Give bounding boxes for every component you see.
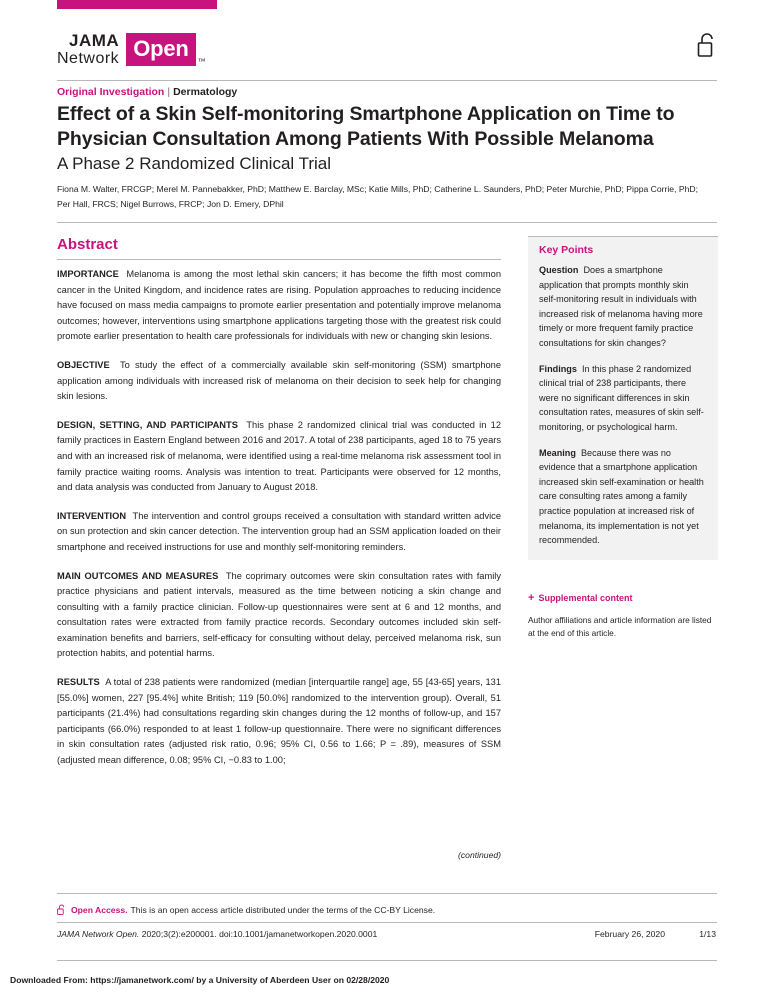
logo-open-badge: Open	[126, 33, 195, 66]
key-point-item	[539, 362, 707, 435]
abstract-section-label: IMPORTANCE	[57, 269, 119, 279]
jama-network-open-logo[interactable]	[57, 26, 717, 72]
divider-footer-top	[57, 893, 717, 894]
abstract-section	[57, 569, 501, 663]
open-lock-icon	[697, 32, 717, 63]
key-point-label: Findings	[539, 363, 577, 374]
logo-trademark: ™	[197, 57, 206, 66]
article-category-label: Original Investigation	[57, 86, 165, 98]
abstract-section	[57, 267, 501, 345]
download-source-note: Downloaded From: https://jamanetwork.com/ by a University of Aberdeen User on 02/28/2020	[10, 975, 390, 985]
key-points-title: Key Points	[539, 244, 594, 256]
key-point-text: Does a smartphone application that prompts monthly skin self-monitoring result in individuals with increased risk of melanoma having more timely or more frequent family practice consultations for skin changes?	[539, 265, 703, 348]
key-point-item	[539, 263, 707, 351]
divider-download-note	[57, 960, 717, 961]
abstract-body	[57, 267, 501, 782]
abstract-section-label: INTERVENTION	[57, 510, 127, 521]
plus-icon: +	[528, 592, 535, 604]
abstract-section-text: A total of 238 patients were randomized (median [interquartile range] age, 55 [43-65] years, 131 [55.0%] women, 227 [95.4%] white British; 119 [50.0%] randomized to the intervention group). Overall, 51 participants (21.4%) had consultations regarding skin changes during the 12 months of follow-up, and 157 participants (66.0%) responded to at least 1 follow-up questionnaire. There were no significant differences in skin consultation rates (adjusted risk ratio, 0.96; 95% CI, 0.56 to 1.66; P = .89), measures of SSM (adjusted mean difference, 0.08; 95% CI, −0.83 to 1.00;	[57, 677, 502, 766]
publication-date: February 26, 2020	[594, 929, 665, 939]
abstract-section	[57, 358, 501, 405]
citation-line	[57, 929, 377, 939]
key-point-label: Meaning	[539, 447, 576, 458]
open-access-text: This is an open access article distributed under the terms of the CC-BY License.	[130, 904, 436, 915]
abstract-section-label: MAIN OUTCOMES AND MEASURES	[57, 570, 219, 581]
divider-authors	[57, 222, 717, 223]
key-point-text: In this phase 2 randomized clinical trial of 238 participants, there were no significant differences in skin consultation rates, measures of skin self-monitoring, or psychological harm.	[539, 363, 704, 432]
divider-abstract	[57, 259, 501, 260]
continued-note: (continued)	[458, 850, 501, 860]
article-category	[57, 86, 237, 98]
key-point-label: Question	[539, 265, 579, 275]
key-points-panel	[528, 237, 718, 560]
abstract-section	[57, 675, 501, 769]
supplemental-content-link[interactable]	[528, 592, 723, 604]
brand-accent-bar	[57, 0, 217, 9]
abstract-section-text: The coprimary outcomes were skin consultation rates with family practice physicians and patient intervals, measured as the time between noticing a skin change and consulting with a family practice clinician. Follow-up questionnaires were sent at 6 and 12 months, and consultation rates were extracted from family practice records. Secondary outcomes included skin self-examination benefits and barriers, self-efficacy for consulting without delay, perceived melanoma risk, sun protection habits, and potential harms.	[57, 570, 501, 659]
abstract-section-text: The intervention and control groups received a consultation with standard written advice on sun protection and skin cancer detection. The intervention group had an SSM application loaded on their smartphone and received instructions for use and monthly self-monitoring reminders.	[57, 510, 501, 552]
abstract-section-text: To study the effect of a commercially available skin self-monitoring (SSM) smartphone application among individuals with increased risk of melanoma on their decision to seek help for changing skin lesions.	[57, 359, 501, 402]
abstract-section-label: DESIGN, SETTING, AND PARTICIPANTS	[57, 419, 238, 430]
abstract-section-label: RESULTS	[57, 677, 100, 688]
page-number: 1/13	[699, 929, 716, 939]
abstract-heading: Abstract	[57, 236, 118, 253]
abstract-section-text: Melanoma is among the most lethal skin cancers; it has become the fifth most common cancer in the United Kingdom, and incidence rates are rising. Population approaches to reducing incidence have focused on mass media campaigns to promote earlier presentation and potentially improve melanoma outcomes; however, interventions using smartphone applications targeting those with the greatest risk could promote earlier presentation to health care professionals for individuals with new or changing skin lesions.	[57, 269, 501, 342]
page-title: Effect of a Skin Self-monitoring Smartphone Application on Time to Physician Consultation Among Patients With Possible Melanoma	[57, 103, 675, 150]
author-affiliations-note: Author affiliations and article information are listed at the end of this article.	[528, 615, 712, 638]
open-lock-small-icon	[57, 904, 66, 915]
abstract-section-label: OBJECTIVE	[57, 359, 110, 370]
open-access-statement	[57, 904, 717, 915]
citation-details: 2020;3(2):e200001. doi:10.1001/jamanetworkopen.2020.0001	[139, 929, 378, 939]
divider-footer-bottom	[57, 922, 717, 923]
author-list: Fiona M. Walter, FRCGP; Merel M. Pannebakker, PhD; Matthew E. Barclay, MSc; Katie Mills, PhD; Catherine L. Saunders, PhD; Peter Murchie, PhD; Pippa Corrie, PhD; Per Hall, FRCS; Nigel Burrows, FRCP; Jon D. Emery, DPhil	[57, 184, 698, 209]
key-point-item	[539, 446, 707, 548]
page-subtitle: A Phase 2 Randomized Clinical Trial	[57, 154, 332, 173]
category-separator: |	[167, 86, 171, 98]
citation-journal: JAMA Network Open.	[57, 929, 140, 939]
article-subject-label: Dermatology	[173, 86, 238, 98]
key-point-text: Because there was no evidence that a smartphone application increased skin self-examination or health care consulting rates among a family practice population at increased risk of melanoma, its implementation is not yet recommended.	[539, 447, 704, 546]
masthead	[57, 26, 717, 72]
logo-network-line: Network	[57, 49, 120, 67]
abstract-section	[57, 509, 501, 556]
logo-jama-line: JAMA	[69, 30, 120, 50]
abstract-section-text: This phase 2 randomized clinical trial was conducted in 12 family practices in Eastern England between 2016 and 2017. A total of 238 participants, aged 18 to 75 years and with an increased risk of melanoma, were identified using a real-time melanoma risk assessment tool in family practice waiting rooms. Analysis was intention to treat. Participants were observed for 12 months, and data analysis was conducted from January to August 2018.	[57, 419, 501, 493]
abstract-section	[57, 418, 501, 496]
supplemental-content-label: Supplemental content	[538, 593, 633, 603]
open-access-label[interactable]: Open Access.	[71, 904, 128, 915]
logo-text	[57, 32, 126, 67]
divider-masthead	[57, 80, 717, 81]
